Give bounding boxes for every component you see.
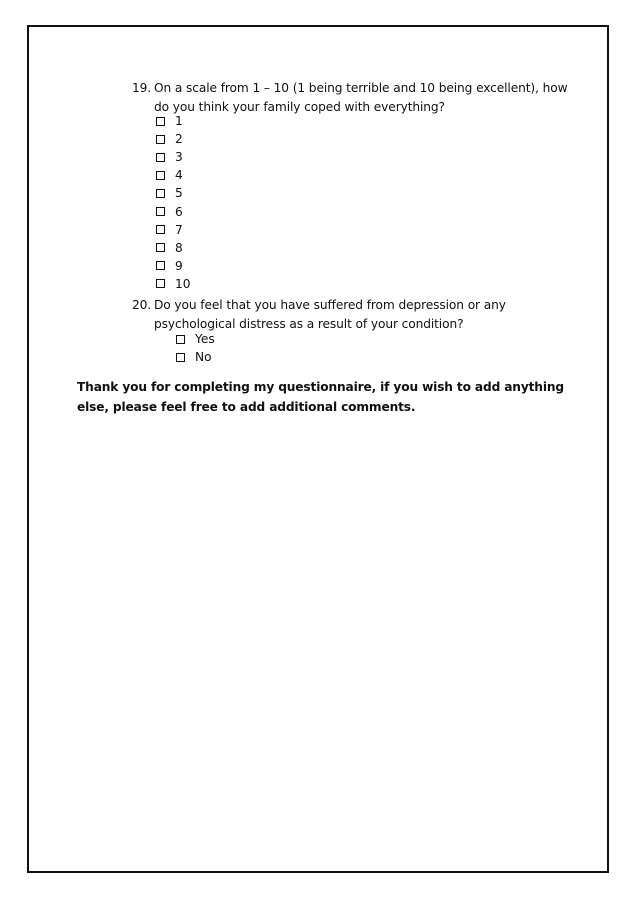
option-10[interactable]: [156, 275, 191, 293]
option-label: 5: [175, 186, 183, 201]
checkbox-icon[interactable]: [156, 189, 165, 198]
checkbox-icon[interactable]: [156, 279, 165, 288]
option-label: No: [195, 350, 212, 365]
checkbox-icon[interactable]: [156, 171, 165, 180]
option-9[interactable]: [156, 257, 191, 275]
checkbox-icon[interactable]: [156, 135, 165, 144]
option-4[interactable]: [156, 166, 191, 184]
checkbox-icon[interactable]: [156, 243, 165, 252]
option-label: Yes: [195, 332, 215, 347]
question-20-text: Do you feel that you have suffered from depression or any psychological distress as a result of your condition?: [154, 298, 506, 331]
option-label: 3: [175, 150, 183, 165]
closing-message: Thank you for completing my questionnaire, if you wish to add anything else, please feel free to add additional comments.: [77, 380, 564, 414]
option-label: 9: [175, 258, 183, 273]
option-label: 1: [175, 114, 183, 129]
checkbox-icon[interactable]: [176, 335, 185, 344]
checkbox-icon[interactable]: [156, 261, 165, 270]
option-6[interactable]: [156, 202, 191, 220]
option-8[interactable]: [156, 239, 191, 257]
question-19-options: [156, 112, 191, 293]
question-20-number: 20.: [132, 298, 152, 312]
option-3[interactable]: [156, 148, 191, 166]
checkbox-icon[interactable]: [156, 225, 165, 234]
option-label: 6: [175, 204, 183, 219]
option-label: 8: [175, 240, 183, 255]
option-yes[interactable]: [176, 330, 215, 348]
question-19-text: On a scale from 1 – 10 (1 being terrible and 10 being excellent), how do you think your family coped with everything?: [154, 81, 568, 114]
option-label: 4: [175, 168, 183, 183]
option-no[interactable]: [176, 348, 215, 366]
checkbox-icon[interactable]: [156, 207, 165, 216]
question-19-number: 19.: [132, 81, 152, 95]
option-label: 7: [175, 222, 183, 237]
question-19: [132, 79, 572, 116]
question-20: [132, 296, 572, 333]
option-5[interactable]: [156, 184, 191, 202]
option-2[interactable]: [156, 130, 191, 148]
option-1[interactable]: [156, 112, 191, 130]
option-label: 10: [175, 276, 191, 291]
checkbox-icon[interactable]: [156, 153, 165, 162]
question-20-options: [176, 330, 215, 366]
checkbox-icon[interactable]: [156, 117, 165, 126]
checkbox-icon[interactable]: [176, 353, 185, 362]
option-label: 2: [175, 132, 183, 147]
page-frame: [27, 25, 609, 873]
option-7[interactable]: [156, 221, 191, 239]
